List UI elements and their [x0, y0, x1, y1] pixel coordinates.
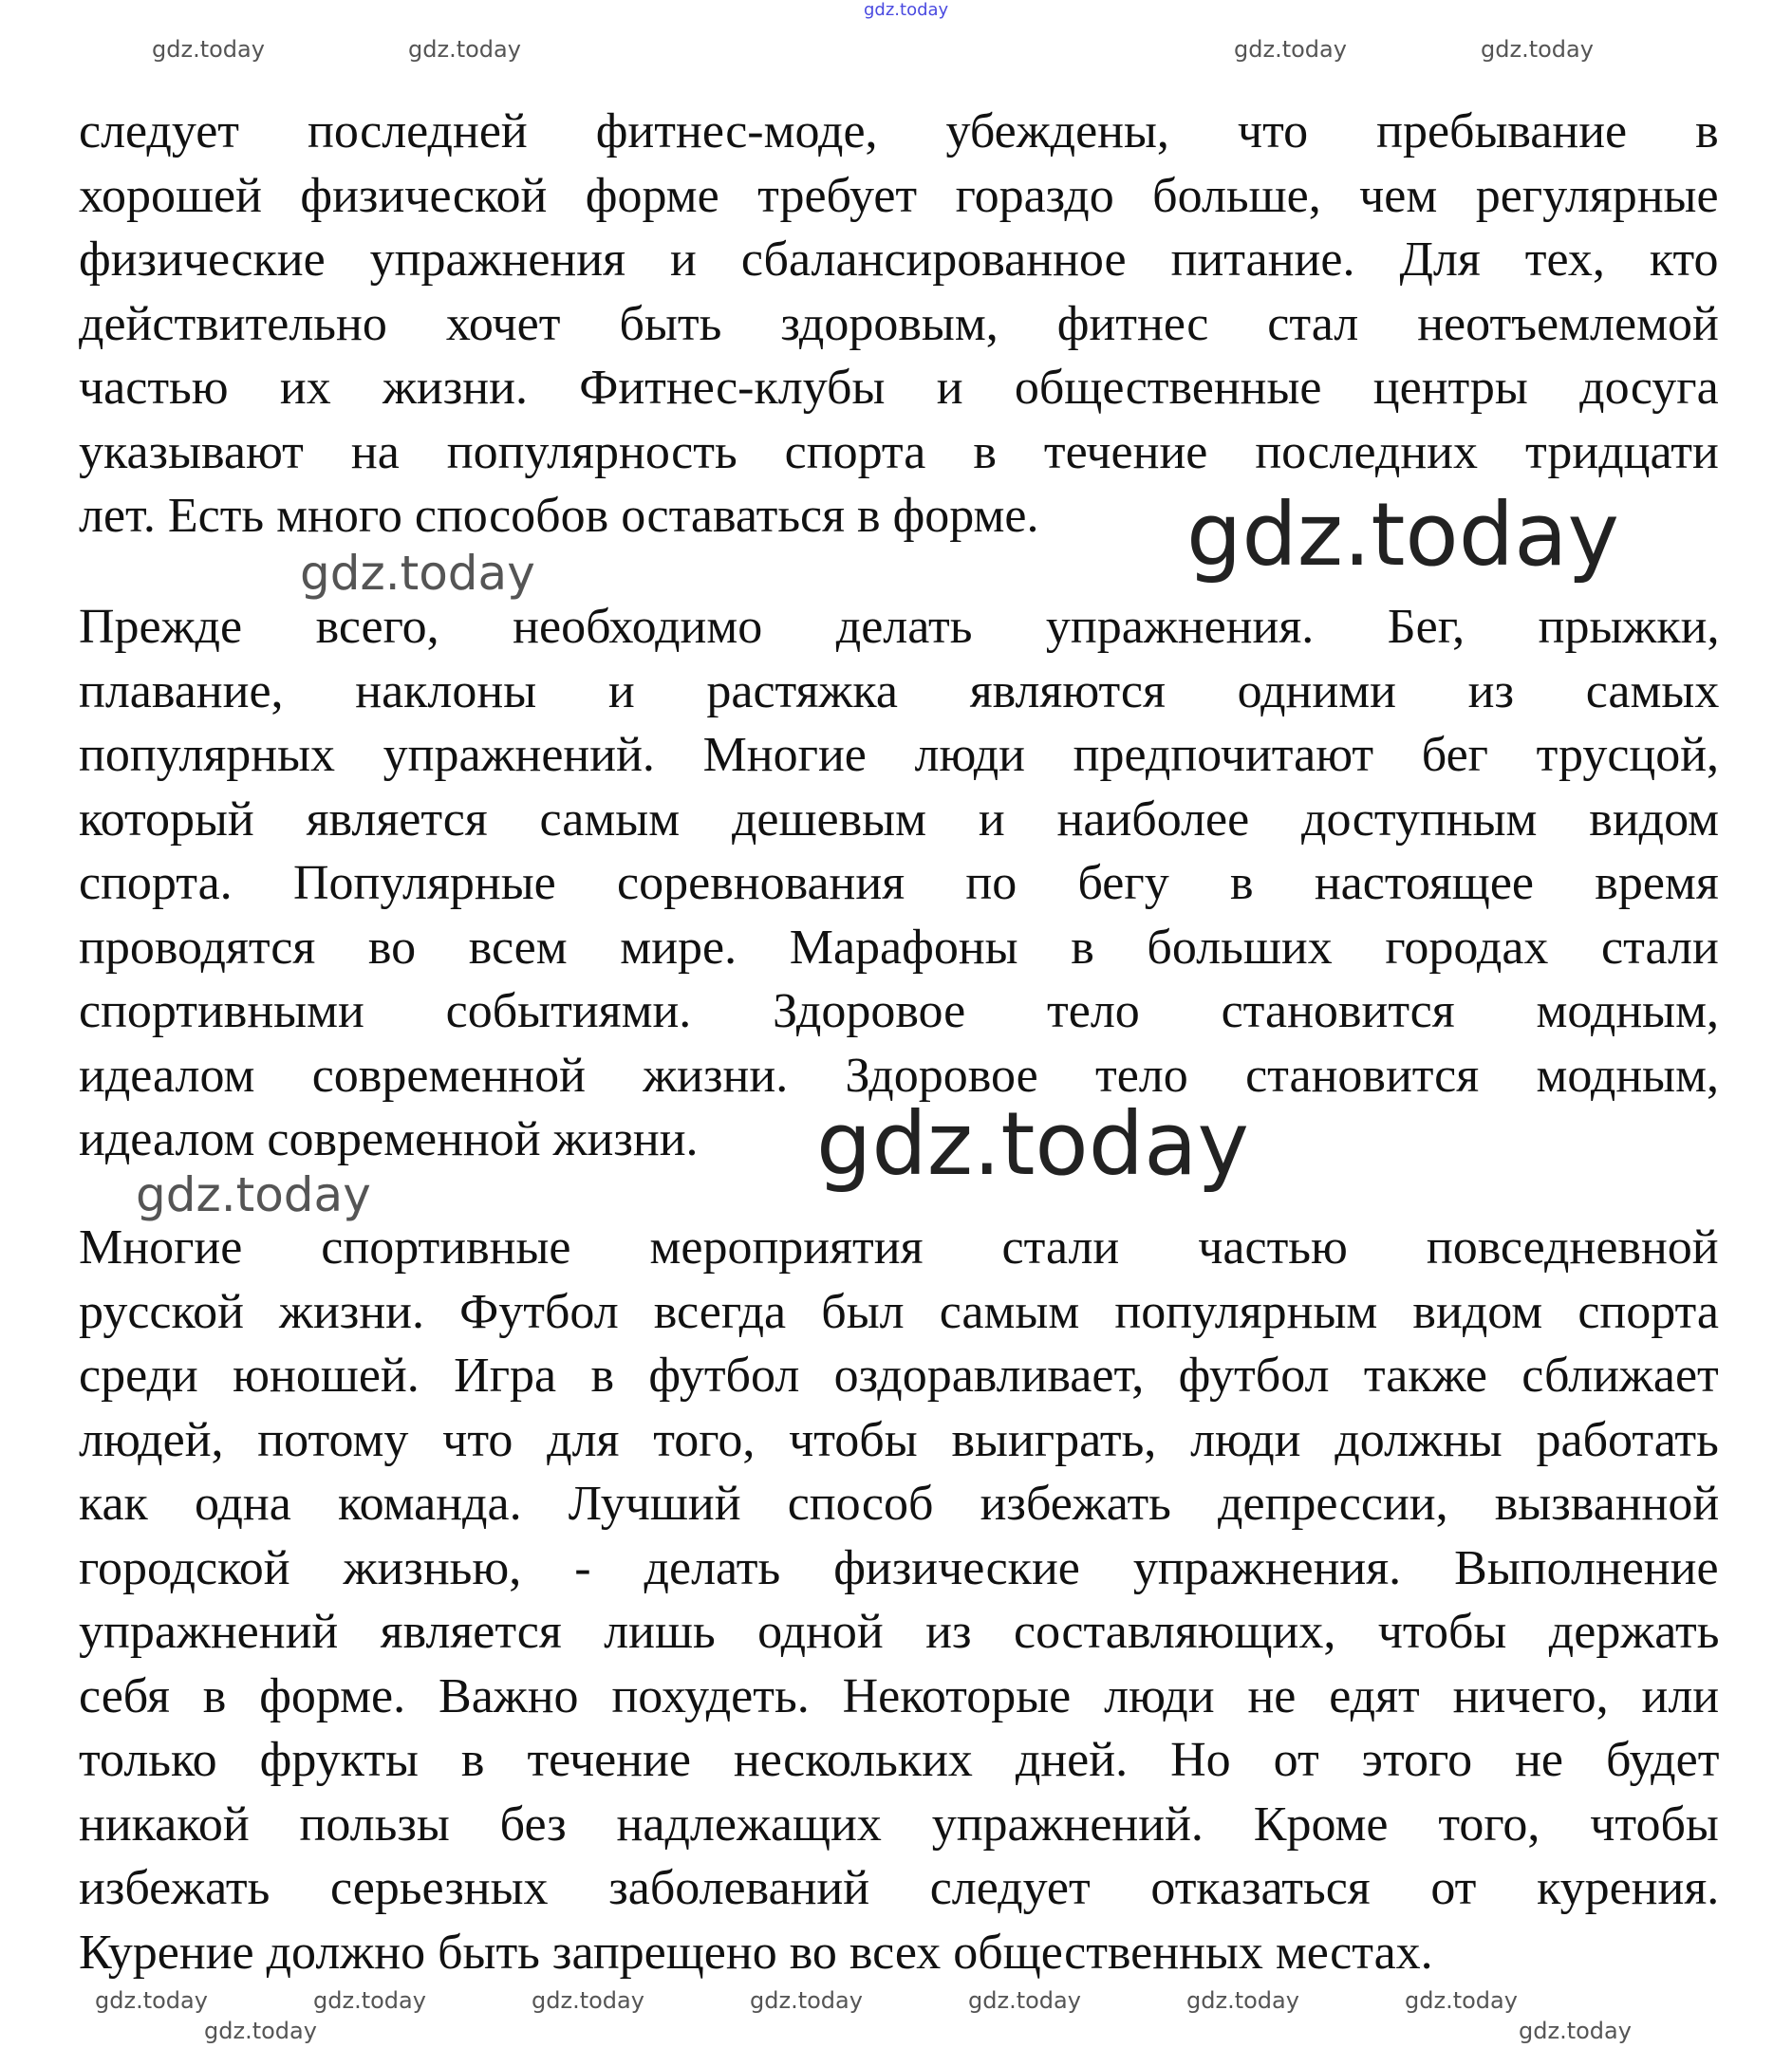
- text-line: спорта. Популярные соревнования по бегу в настоящее время: [79, 856, 1719, 910]
- text-line: среди юношей. Игра в футбол оздоравливает, футбол также сближает: [79, 1349, 1719, 1403]
- watermark: gdz.today: [1234, 36, 1347, 63]
- text-line: русской жизни. Футбол всегда был самым популярным видом спорта: [79, 1284, 1719, 1339]
- watermark: gdz.today: [152, 36, 265, 63]
- text-line: указывают на популярность спорта в течение последних тридцати: [79, 424, 1719, 479]
- watermark: gdz.today: [532, 1987, 644, 2014]
- watermark: gdz.today: [1405, 1987, 1518, 2014]
- watermark: gdz.today: [1186, 1987, 1299, 2014]
- watermark: gdz.today: [204, 2018, 317, 2044]
- text-line: людей, потому что для того, чтобы выиграть, люди должны работать: [79, 1412, 1719, 1467]
- text-line: Прежде всего, необходимо делать упражнения. Бег, прыжки,: [79, 600, 1720, 654]
- text-line: идеалом современной жизни.: [79, 1112, 699, 1166]
- watermark: gdz.today: [1519, 2018, 1632, 2044]
- watermark: gdz.today: [1186, 484, 1619, 586]
- text-line: никакой пользы без надлежащих упражнений. Кроме того, чтобы: [79, 1797, 1719, 1852]
- watermark: gdz.today: [1481, 36, 1594, 63]
- watermark: gdz.today: [300, 546, 535, 601]
- text-line: хорошей физической форме требует гораздо больше, чем регулярные: [79, 168, 1719, 223]
- text-line: спортивными событиями. Здоровое тело становится модным,: [79, 984, 1720, 1038]
- watermark: gdz.today: [313, 1987, 426, 2014]
- text-line: лет. Есть много способов оставаться в форме.: [79, 489, 1039, 543]
- text-line: Курение должно быть запрещено во всех общественных местах.: [79, 1925, 1433, 1980]
- text-line: идеалом современной жизни. Здоровое тело становится модным,: [79, 1048, 1720, 1103]
- text-line: избежать серьезных заболеваний следует отказаться от курения.: [79, 1861, 1720, 1915]
- watermark: gdz.today: [136, 1167, 371, 1222]
- watermark: gdz.today: [968, 1987, 1081, 2014]
- text-line: Многие спортивные мероприятия стали частью повседневной: [79, 1220, 1719, 1275]
- text-line: который является самым дешевым и наиболее доступным видом: [79, 791, 1720, 847]
- text-line: упражнений является лишь одной из составляющих, чтобы держать: [79, 1605, 1720, 1659]
- text-line: плавание, наклоны и растяжка являются одними из самых: [79, 663, 1720, 718]
- text-line: городской жизнью, - делать физические упражнения. Выполнение: [79, 1540, 1719, 1595]
- text-line: частью их жизни. Фитнес-клубы и общественные центры досуга: [79, 361, 1719, 415]
- watermark: gdz.today: [750, 1987, 863, 2014]
- watermark: gdz.today: [408, 36, 521, 63]
- watermark: gdz.today: [816, 1093, 1249, 1195]
- watermark: gdz.today: [95, 1987, 208, 2014]
- text-line: следует последней фитнес-моде, убеждены, что пребывание в: [79, 104, 1719, 158]
- header-watermark: gdz.today: [864, 0, 949, 20]
- text-line: только фрукты в течение нескольких дней. Но от этого не будет: [79, 1733, 1720, 1787]
- text-line: проводятся во всем мире. Марафоны в больших городах стали: [79, 920, 1719, 975]
- text-line: себя в форме. Важно похудеть. Некоторые люди не едят ничего, или: [79, 1668, 1720, 1723]
- text-line: физические упражнения и сбалансированное питание. Для тех, кто: [79, 233, 1719, 287]
- text-line: как одна команда. Лучший способ избежать депрессии, вызванной: [79, 1477, 1720, 1531]
- text-line: популярных упражнений. Многие люди предпочитают бег трусцой,: [79, 728, 1720, 782]
- text-line: действительно хочет быть здоровым, фитнес стал неотъемлемой: [79, 296, 1719, 351]
